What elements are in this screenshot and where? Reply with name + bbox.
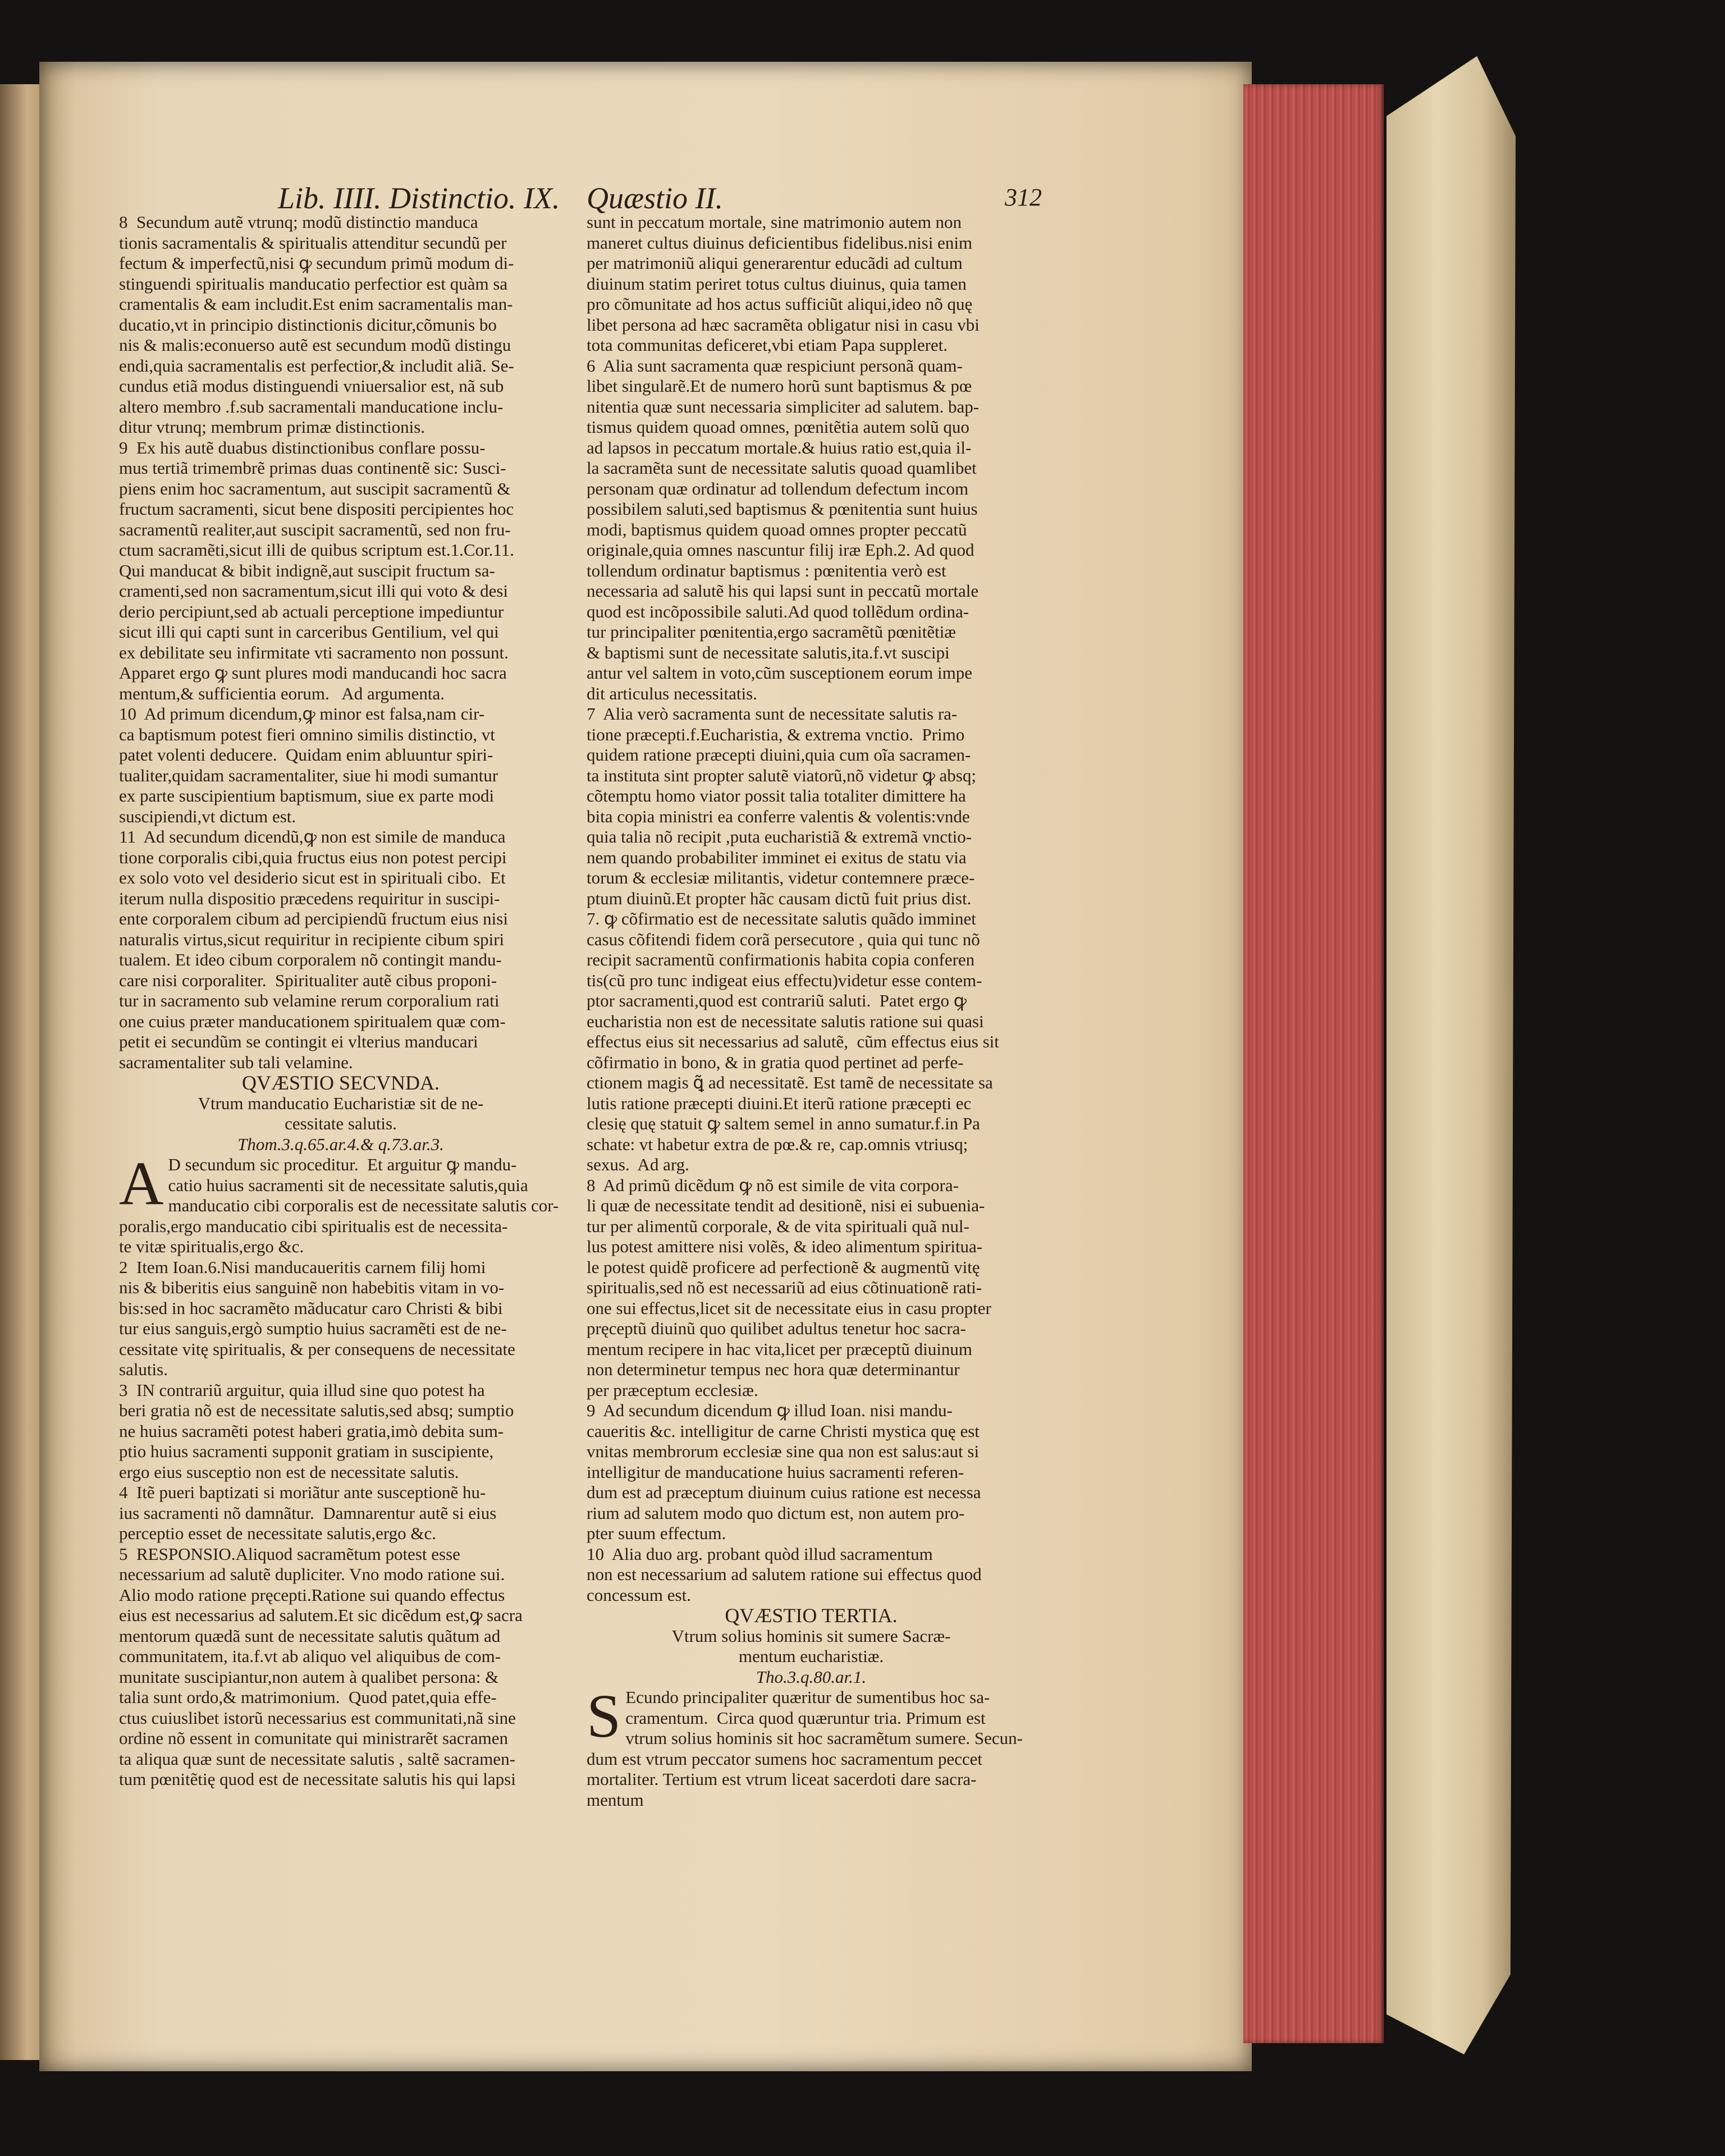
text-line: patet volenti deducere. Quidam enim abluuntur spiri- [119, 745, 493, 765]
text-line: lutis ratione præcepti diuini.Et iterũ ratione præcepti ec [587, 1093, 972, 1113]
text-line: caueritis &c. intelligitur de carne Christi mystica quę est [587, 1421, 980, 1441]
text-line: tum pœnitẽtię quod est de necessitate salutis his qui lapsi [119, 1769, 516, 1789]
text-line: tur eius sanguis,ergò sumptio huius sacramẽti est de ne- [119, 1319, 507, 1338]
left-page-edge [0, 84, 45, 2060]
right-column [587, 212, 1036, 1810]
text-line: sexus. Ad arg. [587, 1155, 689, 1174]
question-title-line-1: Vtrum manducatio Eucharistiæ sit de ne- [198, 1093, 484, 1113]
text-line: fructum sacramenti, sicut bene dispositi percipientes hoc [119, 499, 514, 519]
text-line: ius sacramenti nõ damnãtur. Damnarentur autẽ si eius [119, 1503, 497, 1523]
text-line: suscipiendi,vt dictum est. [119, 806, 296, 826]
text-line: quod est incõpossibile saluti.Ad quod tollẽdum ordina- [587, 601, 969, 621]
text-line: 9 Ex his autẽ duabus distinctionibus conflare possu- [119, 437, 486, 457]
text-line: mortaliter. Tertium est vtrum liceat sacerdoti dare sacra- [587, 1769, 977, 1789]
text-line: le potest quidẽ proficere ad perfectionẽ & augmentũ vitę [587, 1257, 980, 1277]
text-line: nis & malis:econuerso autẽ est secundum modũ distingu [119, 335, 511, 355]
text-line: te vitæ spiritualis,ergo &c. [119, 1237, 304, 1256]
text-line: tualiter,quidam sacramentaliter, siue hi modi sumantur [119, 765, 498, 785]
text-line: tione corporalis cibi,quia fructus eius non potest percipi [119, 847, 507, 867]
text-line: vnitas membrorum ecclesiæ sine qua non est salus:aut si [587, 1441, 980, 1461]
drop-capital: S [587, 1682, 621, 1750]
text-line: mentum [587, 1789, 644, 1810]
text-line: tismus quidem quoad omnes, pœnitẽtia autem solũ quo [587, 417, 969, 437]
text-line: endi,quia sacramentalis est perfectior,& includit aliã. Se- [119, 355, 514, 376]
text-line: 5 RESPONSIO.Aliquod sacramẽtum potest esse [119, 1544, 460, 1564]
text-line: ex debilitate seu infirmitate vti sacramento non possunt. [119, 642, 509, 662]
text-line: nis & biberitis eius sanguinẽ non habebitis vitam in vo- [119, 1278, 505, 1297]
text-line: ad lapsos in peccatum mortale.& huius ratio est,quia il- [587, 437, 972, 457]
text-line: intelligitur de manducatione huius sacramenti referen- [587, 1462, 964, 1482]
text-line: ordine nõ essent in comunitate qui ministrarẽt sacramen [119, 1728, 508, 1748]
text-line: per præceptum ecclesiæ. [587, 1380, 758, 1400]
citation-reference: Thom.3.q.65.ar.4.& q.73.ar.3. [237, 1134, 444, 1154]
text-line: pręceptũ diuinũ quo quilibet adultus tenetur hoc sacra- [587, 1319, 966, 1338]
text-line: communitatem, ita.f.vt ab aliquo vel aliquibus de com- [119, 1646, 501, 1666]
text-line: cramentum. Circa quod quæruntur tria. Primum est [625, 1708, 986, 1728]
text-line: casus cõfitendi fidem corã persecutore , quia qui tunc nõ [587, 929, 980, 949]
text-line: 6 Alia sunt sacramenta quæ respiciunt personã quam- [587, 355, 963, 376]
text-line: care nisi corporaliter. Spiritualiter autẽ cibus proponi- [119, 970, 497, 990]
text-line: tur principaliter pœnitentia,ergo sacramẽtũ pœnitẽtiæ [587, 622, 956, 642]
right-column-top-text [587, 212, 1036, 1605]
text-line: originale,quia omnes nascuntur filij iræ Eph.2. Ad quod [587, 540, 974, 560]
text-line: concessum est. [587, 1585, 691, 1605]
drop-capital: A [119, 1149, 164, 1217]
text-line: dum est vtrum peccator sumens hoc sacramentum peccet [587, 1748, 982, 1769]
text-line: poralis,ergo manducatio cibi spiritualis est de necessita- [119, 1216, 508, 1236]
text-line: one cuius præter manducationem spiritualem quæ com- [119, 1011, 506, 1031]
text-line: mentum recipere in hac vita,licet per præceptũ diuinum [587, 1339, 972, 1359]
text-line: tione præcepti.f.Eucharistia, & extrema vnctio. Primo [587, 724, 965, 744]
text-line: tualem. Et ideo cibum corporalem nõ contingit mandu- [119, 950, 502, 969]
text-line: sacramentũ realiter,aut suscipit sacramentũ, sed non fru- [119, 519, 511, 539]
text-line: sacramentaliter sub tali velamine. [119, 1052, 353, 1072]
text-line: dit articulus necessitatis. [587, 683, 757, 703]
text-line: cessitate vitę spiritualis, & per consequens de necessitate [119, 1339, 515, 1359]
question-heading: QVÆSTIO TERTIA. [725, 1604, 898, 1627]
text-line: D secundum sic proceditur. Et arguitur ꝙ mandu- [168, 1155, 517, 1174]
text-line: recipit sacramentũ confirmationis habita copia conferen [587, 950, 975, 969]
text-line: 10 Alia duo arg. probant quòd illud sacramentum [587, 1544, 933, 1564]
left-column [119, 212, 562, 1790]
text-line: ducatio,vt in principio distinctionis dicitur,cõmunis bo [119, 314, 497, 335]
text-line: tota communitas deficeret,vbi etiam Papa suppleret. [587, 335, 948, 355]
text-line: modi, baptismus quidem quoad omnes propter peccatũ [587, 519, 967, 539]
text-line: ditur vtrunq; membrum primæ distinctionis. [119, 417, 425, 437]
text-line: effectus eius sit necessarius ad salutẽ, cũm effectus eius sit [587, 1032, 999, 1051]
question-heading: QVÆSTIO SECVNDA. [241, 1072, 440, 1094]
text-line: ptio huius sacramenti supponit gratiam in suscipiente, [119, 1441, 494, 1461]
text-line: lus potest amittere nisi volẽs, & ideo alimentum spiritua- [587, 1237, 983, 1256]
text-line: cramenti,sed non sacramentum,sicut illi qui voto & desi [119, 581, 509, 601]
text-line: rium ad salutem modo quo dictum est, non autem pro- [587, 1503, 965, 1523]
text-line: li quæ de necessitate tendit ad desitionẽ, nisi ei subuenia- [587, 1196, 985, 1215]
text-line: torum & ecclesiæ militantis, videtur contemnere præce- [587, 868, 975, 887]
text-line: Apparet ergo ꝙ sunt plures modi manducandi hoc sacra [119, 663, 507, 683]
text-line: Qui manducat & bibit indignẽ,aut suscipit fructum sa- [119, 560, 495, 580]
text-line: 3 IN contrariũ arguitur, quia illud sine quo potest ha [119, 1380, 485, 1400]
text-line: pro cõmunitate ad hos actus sufficiũt aliqui,ideo nõ quę [587, 294, 973, 314]
text-line: clesię quę statuit ꝙ saltem semel in anno sumatur.f.in Pa [587, 1114, 980, 1133]
text-line: pter suum effectum. [587, 1523, 726, 1543]
text-line: manducatio cibi corporalis est de necessitate salutis cor- [168, 1196, 559, 1215]
text-line: 8 Ad primũ dicẽdum ꝙ nõ est simile de vita corpora- [587, 1175, 959, 1195]
text-line: quidem ratione præcepti diuini,quia cum oĩa sacramen- [587, 745, 971, 765]
text-line: stinguendi spiritualis manducatio perfectior est quàm sa [119, 273, 508, 294]
text-line: ca baptismum potest fieri omnino similis distinctio, vt [119, 724, 495, 744]
text-line: fectum & imperfectũ,nisi ꝙ secundum primũ modum di- [119, 253, 514, 273]
text-line: ex solo voto vel desiderio sicut est in spirituali cibo. Et [119, 868, 506, 887]
text-line: non est necessarium ad salutem ratione sui effectus quod [587, 1564, 982, 1584]
text-line: Ecundo principaliter quæritur de sumentibus hoc sa- [625, 1687, 990, 1707]
text-line: mentum,& sufficientia eorum. Ad argumenta. [119, 683, 445, 703]
vellum-binding [1387, 56, 1516, 2054]
text-line: antur vel saltem in voto,cũm susceptionem eorum impe [587, 663, 973, 683]
text-line: tionis sacramentalis & spiritualis attenditur secundũ per [119, 232, 507, 253]
text-line: cundus etiã modus distinguendi vniuersalior est, nã sub [119, 376, 504, 396]
text-line: ex parte suscipientium baptismum, siue ex parte modi [119, 786, 495, 805]
text-line: ta aliqua quæ sunt de necessitate salutis , saltẽ sacramen- [119, 1748, 515, 1769]
text-line: cõtemptu homo viator possit talia totaliter dimittere ha [587, 786, 966, 805]
text-line: eucharistia non est de necessitate salutis ratione sui quasi [587, 1011, 984, 1031]
text-line: & baptismi sunt de necessitate salutis,ita.f.vt suscipi [587, 642, 950, 662]
text-line: quia talia nõ recipit ,puta eucharistiã & extremã vnctio- [587, 827, 972, 846]
text-line: 7. ꝙ cõfirmatio est de necessitate salutis quãdo imminet [587, 909, 976, 928]
text-line: bis:sed in hoc sacramẽto mãducatur caro Christi & bibi [119, 1298, 503, 1318]
running-header-right: Quæstio II. [587, 181, 723, 215]
text-line: ctus cuiuslibet istorũ necessarius est communitati,nã sine [119, 1708, 516, 1728]
text-line: tollendum ordinatur baptismus : pœnitentia verò est [587, 560, 946, 580]
text-line: per matrimoniũ aliqui generarentur educãdi ad cultum [587, 253, 963, 273]
text-line: tur per alimentũ corporale, & de vita spirituali quã nul- [587, 1216, 969, 1236]
text-line: iterum nulla dispositio præcedens requiritur in suscipi- [119, 888, 500, 908]
text-line: ctum sacramẽti,sicut illi de quibus scriptum est.1.Cor.11. [119, 540, 514, 560]
text-line: tis(cũ pro tunc indigeat eius effectu)videtur esse contem- [587, 970, 982, 990]
text-line: non determinetur tempus nec hora quæ determinantur [587, 1359, 960, 1379]
text-line: catio huius sacramenti sit de necessitate salutis,quia [168, 1175, 528, 1195]
text-line: altero membro .f.sub sacramentali manducatione inclu- [119, 396, 504, 416]
text-line: necessaria ad salutẽ his qui lapsi sunt in peccatũ mortale [587, 581, 979, 601]
text-line: ente corporalem cibum ad percipiendũ fructum eius nisi [119, 909, 508, 928]
text-line: perceptio esset de necessitate salutis,ergo &c. [119, 1523, 436, 1543]
text-line: ne huius sacramẽti potest haberi gratia,imò debita sum- [119, 1421, 504, 1441]
left-column-top-text [119, 212, 562, 1073]
text-line: piens enim hoc sacramentum, aut suscipit sacramentũ & [119, 478, 511, 498]
text-line: ctionem magis ꝗ̃ ad necessitatẽ. Est tamẽ de necessitate sa [587, 1073, 993, 1092]
text-line: spiritualis,sed nõ est necessariũ ad eius cõtinuationẽ rati- [587, 1278, 982, 1297]
text-line: derio percipiunt,sed ab actuali perceptione impediuntur [119, 601, 504, 621]
text-line: vtrum solius hominis sit hoc sacramẽtum sumere. Secun- [625, 1728, 1023, 1748]
text-line: nem quando probabiliter imminet ei exitus de statu via [587, 847, 967, 867]
text-line: libet persona ad hæc sacramẽta obligatur nisi in casu vbi [587, 314, 980, 335]
text-line: schate: vt habetur extra de pœ.& re, cap.omnis vtriusq; [587, 1134, 968, 1154]
text-line: petit ei secundũm se contingit ei vlterius manducari [119, 1032, 478, 1051]
text-line: cramentalis & eam includit.Est enim sacramentalis man- [119, 294, 513, 314]
text-line: 2 Item Ioan.6.Nisi manducaueritis carnem filij homi [119, 1257, 486, 1277]
text-line: ptum diuinũ.Et propter hãc causam dictũ fuit prius dist. [587, 888, 972, 908]
text-line: la sacramẽta sunt de necessitate salutis quoad quamlibet [587, 458, 977, 478]
text-line: 7 Alia verò sacramenta sunt de necessitate salutis ra- [587, 704, 958, 724]
text-line: 9 Ad secundum dicendum ꝙ illud Ioan. nisi mandu- [587, 1400, 953, 1420]
text-line: libet singularẽ.Et de numero horũ sunt baptismus & pœ [587, 376, 972, 396]
page-number: 312 [1005, 184, 1042, 211]
text-line: mentorum quædã sunt de necessitate salutis quãtum ad [119, 1626, 501, 1646]
text-line: talia sunt ordo,& matrimonium. Quod patet,quia effe- [119, 1687, 497, 1707]
text-line: ta instituta sint propter salutẽ viatorũ,nõ videtur ꝙ absq; [587, 765, 976, 785]
citation-reference: Tho.3.q.80.ar.1. [756, 1667, 867, 1687]
text-line: mus tertiã trimembrẽ primas duas continentẽ sic: Susci- [119, 458, 506, 478]
text-line: necessarium ad salutẽ dupliciter. Vno modo ratione sui. [119, 1564, 505, 1584]
left-column-bottom-text [119, 1149, 562, 1790]
text-line: naturalis virtus,sicut requiritur in recipiente cibum spiri [119, 929, 505, 949]
text-line: one sui effectus,licet sit de necessitate eius in casu propter [587, 1298, 991, 1318]
text-line: possibilem saluti,sed baptismus & pœnitentia sunt huius [587, 499, 978, 519]
article-body [587, 1682, 1036, 1810]
text-line: bita copia ministri ea conferre valentis & volentis:vnde [587, 806, 970, 826]
text-line: sunt in peccatum mortale, sine matrimonio autem non [587, 212, 962, 232]
running-header-left: Lib. IIII. Distinctio. IX. [278, 181, 560, 215]
text-line: 10 Ad primum dicendum,ꝙ minor est falsa,nam cir- [119, 704, 485, 724]
text-line: maneret cultus diuinus deficientibus fidelibus.nisi enim [587, 232, 973, 253]
text-line: cõfirmatio in bono, & in gratia quod pertinet ad perfe- [587, 1052, 964, 1072]
text-line: personam quæ ordinatur ad tollendum defectum incom [587, 478, 969, 498]
text-line: eius est necessarius ad salutem.Et sic dicẽdum est,ꝙ sacra [119, 1605, 523, 1625]
text-line: 8 Secundum autẽ vtrunq; modũ distinctio manduca [119, 212, 478, 232]
text-line: ptor sacramenti,quod est contrariũ saluti. Patet ergo ꝙ [587, 991, 967, 1010]
text-line: beri gratia nõ est de necessitate salutis,sed absq; sumptio [119, 1400, 514, 1420]
text-line: sicut illi qui capti sunt in carceribus Gentilium, vel qui [119, 622, 499, 642]
text-line: nitentia quæ sunt necessaria simpliciter ad salutem. bap- [587, 396, 980, 416]
right-column-bottom-text [587, 1682, 1036, 1810]
article-body [119, 1149, 562, 1790]
text-line: 4 Itẽ pueri baptizati si moriãtur ante susceptionẽ hu- [119, 1482, 486, 1502]
question-title-line-2: cessitate salutis. [285, 1114, 397, 1133]
text-line: tur in sacramento sub velamine rerum corporalium rati [119, 991, 500, 1010]
text-line: diuinum statim periret totus cultus diuinus, quia tamen [587, 273, 967, 294]
question-title-line-1: Vtrum solius hominis sit sumere Sacræ- [671, 1626, 951, 1646]
red-fore-edge [1243, 84, 1384, 2043]
text-line: Alio modo ratione pręcepti.Ratione sui quando effectus [119, 1585, 505, 1605]
text-line: 11 Ad secundum dicendũ,ꝙ non est simile de manduca [119, 827, 506, 846]
question-title-line-2: mentum eucharistiæ. [738, 1646, 884, 1666]
text-line: munitate suscipiantur,non autem à qualibet persona: & [119, 1667, 499, 1687]
text-line: dum est ad præceptum diuinum cuius ratione est necessa [587, 1482, 981, 1502]
text-line: ergo eius susceptio non est de necessitate salutis. [119, 1462, 459, 1482]
text-line: salutis. [119, 1359, 168, 1379]
